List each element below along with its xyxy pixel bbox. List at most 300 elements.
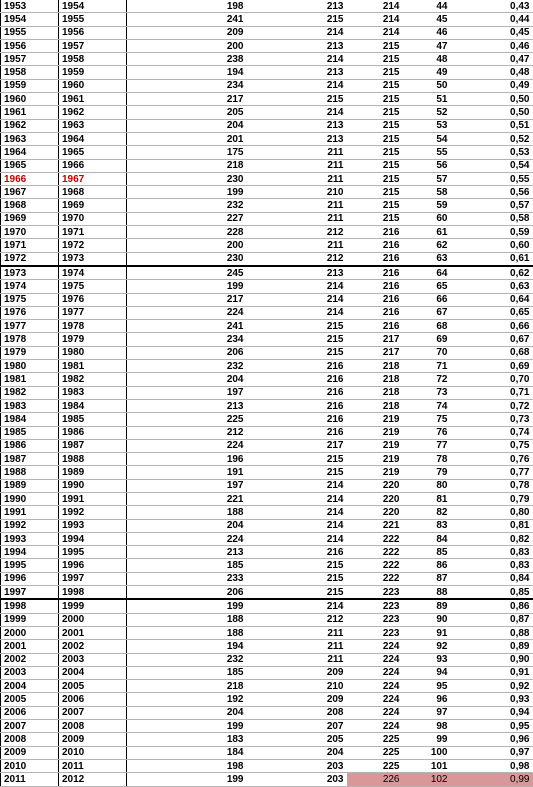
end-year-cell[interactable]: 1961 bbox=[59, 93, 127, 106]
value-c-cell[interactable]: 216 bbox=[347, 239, 403, 252]
value-c-cell[interactable]: 223 bbox=[347, 599, 403, 613]
index-cell[interactable]: 84 bbox=[403, 532, 451, 545]
value-a-cell[interactable]: 212 bbox=[127, 426, 247, 439]
end-year-cell[interactable]: 1986 bbox=[59, 426, 127, 439]
value-a-cell[interactable]: 218 bbox=[127, 159, 247, 172]
value-b-cell[interactable]: 214 bbox=[247, 280, 347, 293]
ratio-cell[interactable]: 0,99 bbox=[451, 773, 533, 786]
start-year-cell[interactable]: 1999 bbox=[1, 613, 59, 626]
value-a-cell[interactable]: 221 bbox=[127, 492, 247, 505]
value-b-cell[interactable]: 215 bbox=[247, 466, 347, 479]
value-a-cell[interactable]: 184 bbox=[127, 746, 247, 759]
value-a-cell[interactable]: 206 bbox=[127, 346, 247, 359]
index-cell[interactable]: 52 bbox=[403, 106, 451, 119]
start-year-cell[interactable]: 1953 bbox=[1, 0, 59, 13]
ratio-cell[interactable]: 0,51 bbox=[451, 119, 533, 132]
value-b-cell[interactable]: 213 bbox=[247, 66, 347, 79]
value-b-cell[interactable]: 217 bbox=[247, 439, 347, 452]
start-year-cell[interactable]: 2000 bbox=[1, 626, 59, 639]
value-b-cell[interactable]: 214 bbox=[247, 492, 347, 505]
start-year-cell[interactable]: 1956 bbox=[1, 39, 59, 52]
index-cell[interactable]: 92 bbox=[403, 640, 451, 653]
ratio-cell[interactable]: 0,57 bbox=[451, 199, 533, 212]
start-year-cell[interactable]: 2003 bbox=[1, 666, 59, 679]
index-cell[interactable]: 75 bbox=[403, 413, 451, 426]
index-cell[interactable]: 51 bbox=[403, 93, 451, 106]
end-year-cell[interactable]: 1972 bbox=[59, 239, 127, 252]
value-a-cell[interactable]: 209 bbox=[127, 26, 247, 39]
index-cell[interactable]: 67 bbox=[403, 306, 451, 319]
start-year-cell[interactable]: 1976 bbox=[1, 306, 59, 319]
ratio-cell[interactable]: 0,66 bbox=[451, 320, 533, 333]
value-a-cell[interactable]: 238 bbox=[127, 53, 247, 66]
value-a-cell[interactable]: 185 bbox=[127, 666, 247, 679]
value-c-cell[interactable]: 215 bbox=[347, 106, 403, 119]
value-b-cell[interactable]: 216 bbox=[247, 413, 347, 426]
value-a-cell[interactable]: 200 bbox=[127, 239, 247, 252]
start-year-cell[interactable]: 2008 bbox=[1, 733, 59, 746]
index-cell[interactable]: 60 bbox=[403, 212, 451, 225]
value-a-cell[interactable]: 213 bbox=[127, 399, 247, 412]
start-year-cell[interactable]: 1983 bbox=[1, 399, 59, 412]
index-cell[interactable]: 95 bbox=[403, 680, 451, 693]
start-year-cell[interactable]: 2005 bbox=[1, 693, 59, 706]
value-b-cell[interactable]: 213 bbox=[247, 39, 347, 52]
value-c-cell[interactable]: 226 bbox=[347, 773, 403, 786]
ratio-cell[interactable]: 0,46 bbox=[451, 39, 533, 52]
index-cell[interactable]: 58 bbox=[403, 186, 451, 199]
index-cell[interactable]: 55 bbox=[403, 146, 451, 159]
value-b-cell[interactable]: 214 bbox=[247, 506, 347, 519]
value-b-cell[interactable]: 209 bbox=[247, 693, 347, 706]
end-year-cell[interactable]: 1988 bbox=[59, 453, 127, 466]
value-c-cell[interactable]: 220 bbox=[347, 506, 403, 519]
index-cell[interactable]: 88 bbox=[403, 586, 451, 600]
value-b-cell[interactable]: 215 bbox=[247, 320, 347, 333]
value-b-cell[interactable]: 212 bbox=[247, 613, 347, 626]
value-a-cell[interactable]: 199 bbox=[127, 280, 247, 293]
end-year-cell[interactable]: 1974 bbox=[59, 266, 127, 280]
value-a-cell[interactable]: 198 bbox=[127, 759, 247, 772]
ratio-cell[interactable]: 0,58 bbox=[451, 212, 533, 225]
end-year-cell[interactable]: 2001 bbox=[59, 626, 127, 639]
ratio-cell[interactable]: 0,56 bbox=[451, 186, 533, 199]
value-a-cell[interactable]: 185 bbox=[127, 559, 247, 572]
start-year-cell[interactable]: 1968 bbox=[1, 199, 59, 212]
start-year-cell[interactable]: 1975 bbox=[1, 293, 59, 306]
index-cell[interactable]: 47 bbox=[403, 39, 451, 52]
end-year-cell[interactable]: 1957 bbox=[59, 39, 127, 52]
end-year-cell[interactable]: 2012 bbox=[59, 773, 127, 786]
ratio-cell[interactable]: 0,94 bbox=[451, 706, 533, 719]
value-c-cell[interactable]: 224 bbox=[347, 693, 403, 706]
index-cell[interactable]: 96 bbox=[403, 693, 451, 706]
value-c-cell[interactable]: 218 bbox=[347, 373, 403, 386]
value-b-cell[interactable]: 213 bbox=[247, 0, 347, 13]
start-year-cell[interactable]: 2004 bbox=[1, 680, 59, 693]
end-year-cell[interactable]: 2011 bbox=[59, 759, 127, 772]
value-a-cell[interactable]: 183 bbox=[127, 733, 247, 746]
ratio-cell[interactable]: 0,59 bbox=[451, 226, 533, 239]
start-year-cell[interactable]: 1965 bbox=[1, 159, 59, 172]
index-cell[interactable]: 76 bbox=[403, 426, 451, 439]
value-c-cell[interactable]: 216 bbox=[347, 266, 403, 280]
value-c-cell[interactable]: 222 bbox=[347, 546, 403, 559]
index-cell[interactable]: 80 bbox=[403, 479, 451, 492]
index-cell[interactable]: 81 bbox=[403, 492, 451, 505]
end-year-cell[interactable]: 1960 bbox=[59, 79, 127, 92]
ratio-cell[interactable]: 0,76 bbox=[451, 453, 533, 466]
start-year-cell[interactable]: 1960 bbox=[1, 93, 59, 106]
ratio-cell[interactable]: 0,71 bbox=[451, 386, 533, 399]
value-a-cell[interactable]: 206 bbox=[127, 586, 247, 600]
value-b-cell[interactable]: 213 bbox=[247, 266, 347, 280]
index-cell[interactable]: 62 bbox=[403, 239, 451, 252]
index-cell[interactable]: 74 bbox=[403, 399, 451, 412]
start-year-cell[interactable]: 1982 bbox=[1, 386, 59, 399]
value-c-cell[interactable]: 223 bbox=[347, 626, 403, 639]
end-year-cell[interactable]: 1954 bbox=[59, 0, 127, 13]
ratio-cell[interactable]: 0,84 bbox=[451, 572, 533, 585]
value-c-cell[interactable]: 218 bbox=[347, 399, 403, 412]
value-a-cell[interactable]: 199 bbox=[127, 599, 247, 613]
end-year-cell[interactable]: 2008 bbox=[59, 720, 127, 733]
index-cell[interactable]: 63 bbox=[403, 252, 451, 266]
start-year-cell[interactable]: 1961 bbox=[1, 106, 59, 119]
ratio-cell[interactable]: 0,47 bbox=[451, 53, 533, 66]
index-cell[interactable]: 48 bbox=[403, 53, 451, 66]
end-year-cell[interactable]: 1971 bbox=[59, 226, 127, 239]
value-a-cell[interactable]: 191 bbox=[127, 466, 247, 479]
start-year-cell[interactable]: 1962 bbox=[1, 119, 59, 132]
value-b-cell[interactable]: 211 bbox=[247, 626, 347, 639]
ratio-cell[interactable]: 0,81 bbox=[451, 519, 533, 532]
value-b-cell[interactable]: 214 bbox=[247, 53, 347, 66]
value-a-cell[interactable]: 224 bbox=[127, 439, 247, 452]
end-year-cell[interactable]: 1978 bbox=[59, 320, 127, 333]
value-b-cell[interactable]: 212 bbox=[247, 252, 347, 266]
value-a-cell[interactable]: 234 bbox=[127, 333, 247, 346]
ratio-cell[interactable]: 0,82 bbox=[451, 532, 533, 545]
index-cell[interactable]: 101 bbox=[403, 759, 451, 772]
value-c-cell[interactable]: 214 bbox=[347, 0, 403, 13]
value-b-cell[interactable]: 213 bbox=[247, 132, 347, 145]
ratio-cell[interactable]: 0,43 bbox=[451, 0, 533, 13]
value-a-cell[interactable]: 197 bbox=[127, 386, 247, 399]
value-c-cell[interactable]: 220 bbox=[347, 479, 403, 492]
ratio-cell[interactable]: 0,70 bbox=[451, 373, 533, 386]
index-cell[interactable]: 71 bbox=[403, 360, 451, 373]
end-year-cell[interactable]: 1994 bbox=[59, 532, 127, 545]
value-b-cell[interactable]: 216 bbox=[247, 399, 347, 412]
index-cell[interactable]: 91 bbox=[403, 626, 451, 639]
value-a-cell[interactable]: 241 bbox=[127, 320, 247, 333]
index-cell[interactable]: 79 bbox=[403, 466, 451, 479]
ratio-cell[interactable]: 0,79 bbox=[451, 492, 533, 505]
value-b-cell[interactable]: 212 bbox=[247, 226, 347, 239]
value-c-cell[interactable]: 215 bbox=[347, 212, 403, 225]
value-b-cell[interactable]: 213 bbox=[247, 119, 347, 132]
end-year-cell[interactable]: 2009 bbox=[59, 733, 127, 746]
value-a-cell[interactable]: 201 bbox=[127, 132, 247, 145]
end-year-cell[interactable]: 1998 bbox=[59, 586, 127, 600]
value-a-cell[interactable]: 218 bbox=[127, 680, 247, 693]
start-year-cell[interactable]: 1990 bbox=[1, 492, 59, 505]
value-b-cell[interactable]: 216 bbox=[247, 360, 347, 373]
ratio-cell[interactable]: 0,83 bbox=[451, 559, 533, 572]
start-year-cell[interactable]: 1986 bbox=[1, 439, 59, 452]
start-year-cell[interactable]: 1972 bbox=[1, 252, 59, 266]
value-b-cell[interactable]: 214 bbox=[247, 599, 347, 613]
start-year-cell[interactable]: 1987 bbox=[1, 453, 59, 466]
end-year-cell[interactable]: 1991 bbox=[59, 492, 127, 505]
end-year-cell[interactable]: 1965 bbox=[59, 146, 127, 159]
value-b-cell[interactable]: 215 bbox=[247, 586, 347, 600]
end-year-cell[interactable]: 1999 bbox=[59, 599, 127, 613]
ratio-cell[interactable]: 0,90 bbox=[451, 653, 533, 666]
start-year-cell[interactable]: 1980 bbox=[1, 360, 59, 373]
value-a-cell[interactable]: 198 bbox=[127, 0, 247, 13]
value-c-cell[interactable]: 219 bbox=[347, 413, 403, 426]
start-year-cell[interactable]: 1963 bbox=[1, 132, 59, 145]
value-c-cell[interactable]: 215 bbox=[347, 93, 403, 106]
value-c-cell[interactable]: 215 bbox=[347, 186, 403, 199]
value-b-cell[interactable]: 205 bbox=[247, 733, 347, 746]
value-a-cell[interactable]: 224 bbox=[127, 532, 247, 545]
value-b-cell[interactable]: 214 bbox=[247, 26, 347, 39]
value-c-cell[interactable]: 215 bbox=[347, 79, 403, 92]
start-year-cell[interactable]: 1973 bbox=[1, 266, 59, 280]
start-year-cell[interactable]: 1988 bbox=[1, 466, 59, 479]
start-year-cell[interactable]: 1978 bbox=[1, 333, 59, 346]
start-year-cell[interactable]: 2001 bbox=[1, 640, 59, 653]
ratio-cell[interactable]: 0,97 bbox=[451, 746, 533, 759]
start-year-cell[interactable]: 1985 bbox=[1, 426, 59, 439]
value-a-cell[interactable]: 225 bbox=[127, 413, 247, 426]
ratio-cell[interactable]: 0,69 bbox=[451, 360, 533, 373]
index-cell[interactable]: 85 bbox=[403, 546, 451, 559]
value-b-cell[interactable]: 214 bbox=[247, 519, 347, 532]
value-a-cell[interactable]: 234 bbox=[127, 79, 247, 92]
value-c-cell[interactable]: 216 bbox=[347, 252, 403, 266]
value-c-cell[interactable]: 219 bbox=[347, 466, 403, 479]
ratio-cell[interactable]: 0,50 bbox=[451, 93, 533, 106]
start-year-cell[interactable]: 1977 bbox=[1, 320, 59, 333]
index-cell[interactable]: 54 bbox=[403, 132, 451, 145]
index-cell[interactable]: 69 bbox=[403, 333, 451, 346]
index-cell[interactable]: 99 bbox=[403, 733, 451, 746]
value-c-cell[interactable]: 224 bbox=[347, 653, 403, 666]
end-year-cell[interactable]: 1959 bbox=[59, 66, 127, 79]
value-b-cell[interactable]: 216 bbox=[247, 386, 347, 399]
value-b-cell[interactable]: 215 bbox=[247, 346, 347, 359]
start-year-cell[interactable]: 2006 bbox=[1, 706, 59, 719]
value-b-cell[interactable]: 214 bbox=[247, 293, 347, 306]
value-c-cell[interactable]: 224 bbox=[347, 720, 403, 733]
ratio-cell[interactable]: 0,95 bbox=[451, 720, 533, 733]
ratio-cell[interactable]: 0,50 bbox=[451, 106, 533, 119]
end-year-cell[interactable]: 1982 bbox=[59, 373, 127, 386]
value-a-cell[interactable]: 199 bbox=[127, 773, 247, 786]
value-a-cell[interactable]: 232 bbox=[127, 199, 247, 212]
end-year-cell[interactable]: 2002 bbox=[59, 640, 127, 653]
end-year-cell[interactable]: 1969 bbox=[59, 199, 127, 212]
end-year-cell[interactable]: 1976 bbox=[59, 293, 127, 306]
value-b-cell[interactable]: 215 bbox=[247, 333, 347, 346]
value-a-cell[interactable]: 188 bbox=[127, 613, 247, 626]
start-year-cell[interactable]: 1981 bbox=[1, 373, 59, 386]
ratio-cell[interactable]: 0,88 bbox=[451, 626, 533, 639]
start-year-cell[interactable]: 1970 bbox=[1, 226, 59, 239]
value-a-cell[interactable]: 230 bbox=[127, 172, 247, 185]
start-year-cell[interactable]: 2007 bbox=[1, 720, 59, 733]
start-year-cell[interactable]: 1974 bbox=[1, 280, 59, 293]
ratio-cell[interactable]: 0,72 bbox=[451, 399, 533, 412]
value-c-cell[interactable]: 222 bbox=[347, 532, 403, 545]
value-b-cell[interactable]: 211 bbox=[247, 239, 347, 252]
value-b-cell[interactable]: 211 bbox=[247, 212, 347, 225]
index-cell[interactable]: 83 bbox=[403, 519, 451, 532]
ratio-cell[interactable]: 0,65 bbox=[451, 306, 533, 319]
index-cell[interactable]: 77 bbox=[403, 439, 451, 452]
value-c-cell[interactable]: 216 bbox=[347, 306, 403, 319]
value-c-cell[interactable]: 215 bbox=[347, 199, 403, 212]
value-a-cell[interactable]: 245 bbox=[127, 266, 247, 280]
value-b-cell[interactable]: 216 bbox=[247, 426, 347, 439]
value-c-cell[interactable]: 216 bbox=[347, 280, 403, 293]
value-a-cell[interactable]: 233 bbox=[127, 572, 247, 585]
start-year-cell[interactable]: 1955 bbox=[1, 26, 59, 39]
value-a-cell[interactable]: 213 bbox=[127, 546, 247, 559]
value-b-cell[interactable]: 203 bbox=[247, 759, 347, 772]
ratio-cell[interactable]: 0,52 bbox=[451, 132, 533, 145]
value-b-cell[interactable]: 214 bbox=[247, 79, 347, 92]
value-b-cell[interactable]: 207 bbox=[247, 720, 347, 733]
end-year-cell[interactable]: 1997 bbox=[59, 572, 127, 585]
start-year-cell[interactable]: 1969 bbox=[1, 212, 59, 225]
index-cell[interactable]: 56 bbox=[403, 159, 451, 172]
start-year-cell[interactable]: 2011 bbox=[1, 773, 59, 786]
index-cell[interactable]: 97 bbox=[403, 706, 451, 719]
index-cell[interactable]: 78 bbox=[403, 453, 451, 466]
start-year-cell[interactable]: 1994 bbox=[1, 546, 59, 559]
value-a-cell[interactable]: 199 bbox=[127, 720, 247, 733]
ratio-cell[interactable]: 0,61 bbox=[451, 252, 533, 266]
value-b-cell[interactable]: 215 bbox=[247, 93, 347, 106]
value-c-cell[interactable]: 215 bbox=[347, 39, 403, 52]
index-cell[interactable]: 86 bbox=[403, 559, 451, 572]
value-a-cell[interactable]: 199 bbox=[127, 186, 247, 199]
ratio-cell[interactable]: 0,64 bbox=[451, 293, 533, 306]
ratio-cell[interactable]: 0,86 bbox=[451, 599, 533, 613]
value-a-cell[interactable]: 217 bbox=[127, 93, 247, 106]
value-c-cell[interactable]: 215 bbox=[347, 66, 403, 79]
start-year-cell[interactable]: 1998 bbox=[1, 599, 59, 613]
start-year-cell[interactable]: 1979 bbox=[1, 346, 59, 359]
end-year-cell[interactable]: 1989 bbox=[59, 466, 127, 479]
ratio-cell[interactable]: 0,63 bbox=[451, 280, 533, 293]
value-c-cell[interactable]: 225 bbox=[347, 746, 403, 759]
index-cell[interactable]: 46 bbox=[403, 26, 451, 39]
value-b-cell[interactable]: 216 bbox=[247, 373, 347, 386]
end-year-cell[interactable]: 2004 bbox=[59, 666, 127, 679]
value-a-cell[interactable]: 175 bbox=[127, 146, 247, 159]
end-year-cell[interactable]: 1962 bbox=[59, 106, 127, 119]
value-c-cell[interactable]: 219 bbox=[347, 426, 403, 439]
ratio-cell[interactable]: 0,96 bbox=[451, 733, 533, 746]
value-b-cell[interactable]: 210 bbox=[247, 186, 347, 199]
index-cell[interactable]: 44 bbox=[403, 0, 451, 13]
ratio-cell[interactable]: 0,49 bbox=[451, 79, 533, 92]
start-year-cell[interactable]: 1971 bbox=[1, 239, 59, 252]
ratio-cell[interactable]: 0,73 bbox=[451, 413, 533, 426]
ratio-cell[interactable]: 0,89 bbox=[451, 640, 533, 653]
start-year-cell[interactable]: 1957 bbox=[1, 53, 59, 66]
end-year-cell[interactable]: 1968 bbox=[59, 186, 127, 199]
end-year-cell[interactable]: 1980 bbox=[59, 346, 127, 359]
index-cell[interactable]: 68 bbox=[403, 320, 451, 333]
end-year-cell[interactable]: 1964 bbox=[59, 132, 127, 145]
index-cell[interactable]: 94 bbox=[403, 666, 451, 679]
value-a-cell[interactable]: 241 bbox=[127, 13, 247, 26]
value-a-cell[interactable]: 188 bbox=[127, 626, 247, 639]
end-year-cell[interactable]: 1956 bbox=[59, 26, 127, 39]
value-b-cell[interactable]: 215 bbox=[247, 13, 347, 26]
value-b-cell[interactable]: 211 bbox=[247, 640, 347, 653]
value-c-cell[interactable]: 214 bbox=[347, 26, 403, 39]
value-c-cell[interactable]: 222 bbox=[347, 559, 403, 572]
value-a-cell[interactable]: 192 bbox=[127, 693, 247, 706]
start-year-cell[interactable]: 1989 bbox=[1, 479, 59, 492]
ratio-cell[interactable]: 0,92 bbox=[451, 680, 533, 693]
value-a-cell[interactable]: 228 bbox=[127, 226, 247, 239]
value-c-cell[interactable]: 216 bbox=[347, 226, 403, 239]
end-year-cell[interactable]: 1977 bbox=[59, 306, 127, 319]
value-c-cell[interactable]: 225 bbox=[347, 733, 403, 746]
value-c-cell[interactable]: 223 bbox=[347, 586, 403, 600]
value-c-cell[interactable]: 220 bbox=[347, 492, 403, 505]
value-a-cell[interactable]: 194 bbox=[127, 66, 247, 79]
value-c-cell[interactable]: 217 bbox=[347, 333, 403, 346]
end-year-cell[interactable]: 1958 bbox=[59, 53, 127, 66]
end-year-cell[interactable]: 2006 bbox=[59, 693, 127, 706]
end-year-cell[interactable]: 2005 bbox=[59, 680, 127, 693]
value-c-cell[interactable]: 218 bbox=[347, 386, 403, 399]
start-year-cell[interactable]: 1958 bbox=[1, 66, 59, 79]
value-c-cell[interactable]: 215 bbox=[347, 159, 403, 172]
ratio-cell[interactable]: 0,80 bbox=[451, 506, 533, 519]
index-cell[interactable]: 90 bbox=[403, 613, 451, 626]
value-a-cell[interactable]: 224 bbox=[127, 306, 247, 319]
start-year-cell[interactable]: 1995 bbox=[1, 559, 59, 572]
value-c-cell[interactable]: 215 bbox=[347, 132, 403, 145]
value-c-cell[interactable]: 224 bbox=[347, 666, 403, 679]
ratio-cell[interactable]: 0,62 bbox=[451, 266, 533, 280]
index-cell[interactable]: 100 bbox=[403, 746, 451, 759]
end-year-cell[interactable]: 1966 bbox=[59, 159, 127, 172]
value-a-cell[interactable]: 232 bbox=[127, 360, 247, 373]
value-b-cell[interactable]: 215 bbox=[247, 559, 347, 572]
ratio-cell[interactable]: 0,68 bbox=[451, 346, 533, 359]
value-a-cell[interactable]: 204 bbox=[127, 706, 247, 719]
value-b-cell[interactable]: 210 bbox=[247, 680, 347, 693]
value-a-cell[interactable]: 194 bbox=[127, 640, 247, 653]
value-c-cell[interactable]: 215 bbox=[347, 146, 403, 159]
ratio-cell[interactable]: 0,44 bbox=[451, 13, 533, 26]
end-year-cell[interactable]: 1995 bbox=[59, 546, 127, 559]
start-year-cell[interactable]: 2002 bbox=[1, 653, 59, 666]
end-year-cell[interactable]: 2003 bbox=[59, 653, 127, 666]
